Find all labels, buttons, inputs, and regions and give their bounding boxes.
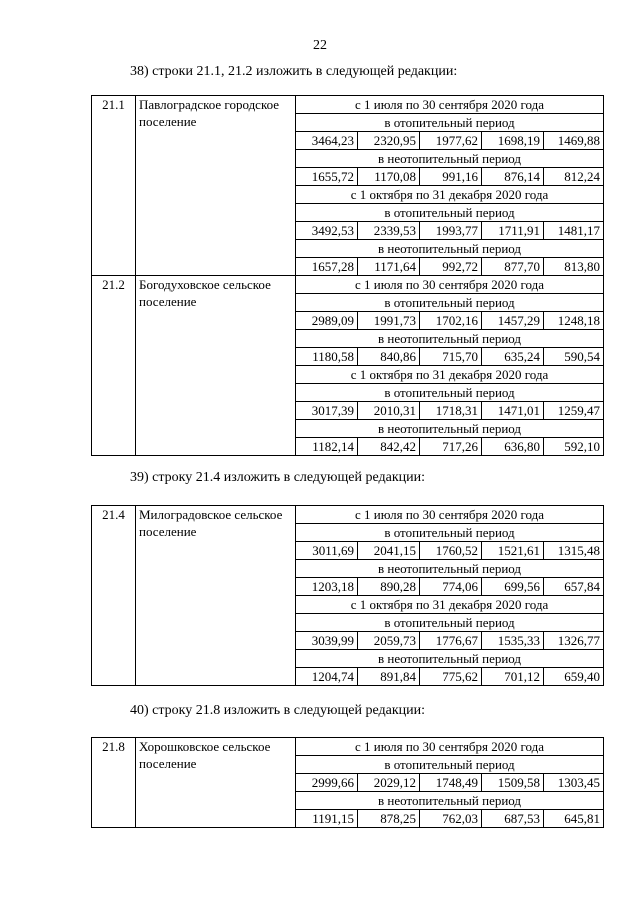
period-label: с 1 июля по 30 сентября 2020 года — [296, 96, 604, 114]
tariff-value: 1191,15 — [296, 810, 358, 828]
heating-label: в отопительный период — [296, 204, 604, 222]
tariff-value: 878,25 — [358, 810, 420, 828]
tariff-value: 3011,69 — [296, 542, 358, 560]
tariff-value: 762,03 — [420, 810, 482, 828]
tariff-value: 2010,31 — [358, 402, 420, 420]
tariff-value: 715,70 — [420, 348, 482, 366]
tariff-value: 657,84 — [544, 578, 604, 596]
tariff-value: 3464,23 — [296, 132, 358, 150]
tariff-table — [91, 95, 604, 456]
tariff-value: 1481,17 — [544, 222, 604, 240]
row-code: 21.2 — [92, 276, 136, 456]
tariff-value: 1993,77 — [420, 222, 482, 240]
nonheating-label: в неотопительный период — [296, 150, 604, 168]
row-code: 21.8 — [92, 738, 136, 828]
tariff-value: 659,40 — [544, 668, 604, 686]
tariff-value: 1760,52 — [420, 542, 482, 560]
tariff-value: 636,80 — [482, 438, 544, 456]
tariff-value: 890,28 — [358, 578, 420, 596]
tariff-value: 2059,73 — [358, 632, 420, 650]
period-label: с 1 июля по 30 сентября 2020 года — [296, 506, 604, 524]
tariff-value: 877,70 — [482, 258, 544, 276]
tariff-value: 1776,67 — [420, 632, 482, 650]
section-intro: 39) строку 21.4 изложить в следующей редакции: — [130, 470, 426, 485]
period-label: с 1 июля по 30 сентября 2020 года — [296, 276, 604, 294]
tariff-value: 842,42 — [358, 438, 420, 456]
tariff-value: 1991,73 — [358, 312, 420, 330]
period-row — [92, 96, 604, 114]
tariff-value: 775,62 — [420, 668, 482, 686]
tariff-value: 2320,95 — [358, 132, 420, 150]
tariff-value: 1182,14 — [296, 438, 358, 456]
tariff-value: 1180,58 — [296, 348, 358, 366]
tariff-value: 592,10 — [544, 438, 604, 456]
row-code: 21.4 — [92, 506, 136, 686]
tariff-value: 1748,49 — [420, 774, 482, 792]
period-label: с 1 октября по 31 декабря 2020 года — [296, 366, 604, 384]
tariff-value: 3017,39 — [296, 402, 358, 420]
tariff-value: 1170,08 — [358, 168, 420, 186]
tariff-value: 717,26 — [420, 438, 482, 456]
tariff-table — [91, 737, 604, 828]
nonheating-label: в неотопительный период — [296, 560, 604, 578]
section-intro: 38) строки 21.1, 21.2 изложить в следующей редакции: — [130, 64, 458, 79]
tariff-value: 687,53 — [482, 810, 544, 828]
tariff-value: 1248,18 — [544, 312, 604, 330]
tariff-value: 812,24 — [544, 168, 604, 186]
nonheating-label: в неотопительный период — [296, 240, 604, 258]
tariff-value: 876,14 — [482, 168, 544, 186]
tariff-value: 1259,47 — [544, 402, 604, 420]
tariff-value: 1698,19 — [482, 132, 544, 150]
tariff-value: 2041,15 — [358, 542, 420, 560]
row-name: Милоградовское сельское поселение — [136, 506, 296, 686]
nonheating-label: в неотопительный период — [296, 792, 604, 810]
tariff-value: 1702,16 — [420, 312, 482, 330]
section-intro: 40) строку 21.8 изложить в следующей редакции: — [130, 703, 426, 718]
tariff-table — [91, 505, 604, 686]
tariff-value: 1509,58 — [482, 774, 544, 792]
period-label: с 1 октября по 31 декабря 2020 года — [296, 186, 604, 204]
tariff-value: 2999,66 — [296, 774, 358, 792]
tariff-value: 1535,33 — [482, 632, 544, 650]
tariff-value: 1469,88 — [544, 132, 604, 150]
tariff-value: 1521,61 — [482, 542, 544, 560]
tariff-value: 590,54 — [544, 348, 604, 366]
tariff-value: 813,80 — [544, 258, 604, 276]
nonheating-label: в неотопительный период — [296, 650, 604, 668]
tariff-value: 1315,48 — [544, 542, 604, 560]
tariff-value: 3492,53 — [296, 222, 358, 240]
period-label: с 1 октября по 31 декабря 2020 года — [296, 596, 604, 614]
row-code: 21.1 — [92, 96, 136, 276]
tariff-value: 1204,74 — [296, 668, 358, 686]
tariff-value: 1657,28 — [296, 258, 358, 276]
nonheating-label: в неотопительный период — [296, 420, 604, 438]
tariff-value: 992,72 — [420, 258, 482, 276]
tariff-value: 699,56 — [482, 578, 544, 596]
tariff-value: 2339,53 — [358, 222, 420, 240]
tariff-value: 1303,45 — [544, 774, 604, 792]
heating-label: в отопительный период — [296, 756, 604, 774]
tariff-value: 2029,12 — [358, 774, 420, 792]
period-label: с 1 июля по 30 сентября 2020 года — [296, 738, 604, 756]
nonheating-label: в неотопительный период — [296, 330, 604, 348]
tariff-value: 1171,64 — [358, 258, 420, 276]
heating-label: в отопительный период — [296, 294, 604, 312]
tariff-value: 1977,62 — [420, 132, 482, 150]
tariff-value: 991,16 — [420, 168, 482, 186]
tariff-value: 840,86 — [358, 348, 420, 366]
tariff-value: 645,81 — [544, 810, 604, 828]
tariff-value: 774,06 — [420, 578, 482, 596]
heating-label: в отопительный период — [296, 114, 604, 132]
tariff-value: 1326,77 — [544, 632, 604, 650]
tariff-value: 1471,01 — [482, 402, 544, 420]
tariff-value: 1711,91 — [482, 222, 544, 240]
page-number: 22 — [313, 38, 327, 53]
heating-label: в отопительный период — [296, 614, 604, 632]
tariff-value: 1655,72 — [296, 168, 358, 186]
period-row — [92, 276, 604, 294]
row-name: Хорошковское сельское поселение — [136, 738, 296, 828]
tariff-value: 701,12 — [482, 668, 544, 686]
tariff-value: 891,84 — [358, 668, 420, 686]
heating-label: в отопительный период — [296, 384, 604, 402]
tariff-value: 3039,99 — [296, 632, 358, 650]
tariff-value: 635,24 — [482, 348, 544, 366]
tariff-value: 2989,09 — [296, 312, 358, 330]
tariff-value: 1457,29 — [482, 312, 544, 330]
tariff-value: 1718,31 — [420, 402, 482, 420]
tariff-value: 1203,18 — [296, 578, 358, 596]
row-name: Павлоградское городское поселение — [136, 96, 296, 276]
period-row — [92, 506, 604, 524]
period-row — [92, 738, 604, 756]
heating-label: в отопительный период — [296, 524, 604, 542]
row-name: Богодуховское сельское поселение — [136, 276, 296, 456]
